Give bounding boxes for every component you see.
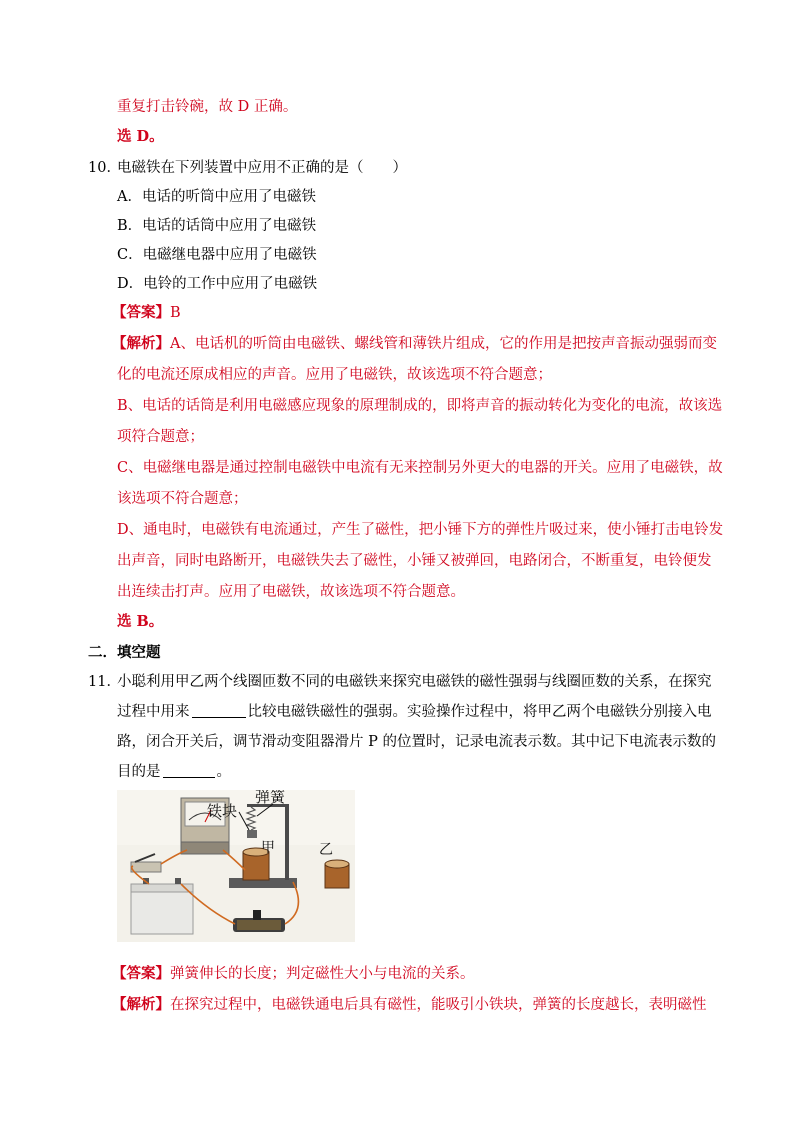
prev-analysis-tail: 重复打击铃碗，故 D 正确。	[117, 99, 298, 115]
label-yi: 乙	[319, 842, 333, 858]
q11-line-4-b: 。	[216, 764, 231, 780]
q10-analysis-line-1	[112, 334, 717, 354]
iron-block-icon	[247, 830, 257, 838]
q11-line-3: 路，闭合开关后，调节滑动变阻器滑片 P 的位置时，记录电流表示数。其中记下电流表示数的	[117, 734, 716, 750]
q11-analysis	[112, 995, 707, 1015]
q10-analysis-line-7: D、通电时，电磁铁有电流通过，产生了磁性，把小锤下方的弹性片吸过来，使小锤打击电铃发	[117, 522, 724, 538]
q11-number: 11．	[88, 674, 121, 690]
q10-stem: 电磁铁在下列装置中应用不正确的是（ ）	[117, 160, 407, 176]
q11-line-2	[117, 702, 712, 722]
q10-analysis-line-2: 化的电流还原成相应的声音。应用了电磁铁，故该选项不符合题意；	[117, 367, 552, 383]
q11-analysis-text: 在探究过程中，电磁铁通电后具有磁性，能吸引小铁块，弹簧的长度越长，表明磁性	[170, 997, 707, 1013]
label-iron: 铁块	[207, 802, 238, 820]
q11-analysis-tag: 【解析】	[112, 996, 170, 1013]
q10-analysis-tag: 【解析】	[112, 335, 170, 352]
q11-blank-1[interactable]	[192, 703, 246, 718]
q11-answer-value: 弹簧伸长的长度；判定磁性大小与电流的关系。	[170, 966, 475, 982]
q11-line-4-a: 目的是	[117, 764, 161, 780]
label-spring: 弹簧	[255, 790, 286, 806]
q10-analysis-line-6: 该选项不符合题意；	[117, 491, 248, 507]
q10-analysis-line-5: C、电磁继电器是通过控制电磁铁中电流有无来控制另外更大的电器的开关。应用了电磁铁，故	[117, 460, 723, 476]
q11-line-4	[117, 762, 231, 782]
q10-analysis-line-8: 出声音，同时电路断开，电磁铁失去了磁性，小锤又被弹回，电路闭合，不断重复，电铃便发	[117, 553, 712, 569]
q10-analysis-line-9: 出连续击打声。应用了电磁铁，故该选项不符合题意。	[117, 584, 465, 600]
q11-line-2-b: 比较电磁铁磁性的强弱。实验操作过程中，将甲乙两个电磁铁分别接入电	[247, 704, 712, 720]
section-title: 二．填空题	[88, 644, 161, 661]
q11-answer	[112, 964, 475, 984]
q10-choose-text: 选 B。	[117, 613, 164, 630]
q11-line-2-a: 过程中用来	[117, 704, 190, 720]
q10-analysis-line-4: 项符合题意；	[117, 429, 204, 445]
q10-option-c: C．电磁继电器中应用了电磁铁	[117, 247, 317, 263]
q10-analysis-text-1: A、电话机的听筒由电磁铁、螺线管和薄铁片组成，它的作用是把按声音振动强弱而变	[170, 336, 717, 352]
q10-choose	[117, 612, 163, 632]
experiment-figure	[117, 790, 355, 942]
prev-choose-text: 选 D。	[117, 128, 164, 145]
q11-line-1: 小聪利用甲乙两个线圈匝数不同的电磁铁来探究电磁铁的磁性强弱与线圈匝数的关系，在探究	[117, 674, 712, 690]
prev-choose	[117, 127, 164, 147]
q11-answer-tag: 【答案】	[112, 965, 170, 982]
experiment-diagram	[117, 790, 355, 942]
coil-yi-icon	[325, 860, 349, 888]
q10-option-b: B．电话的话筒中应用了电磁铁	[117, 218, 317, 234]
q11-blank-2[interactable]	[163, 763, 215, 778]
q10-answer	[112, 303, 181, 323]
q10-option-a: A．电话的听筒中应用了电磁铁	[117, 189, 316, 205]
label-jia: 甲	[261, 840, 275, 856]
q10-option-d: D．电铃的工作中应用了电磁铁	[117, 276, 318, 292]
q10-number: 10．	[88, 160, 121, 176]
q10-answer-tag: 【答案】	[112, 304, 170, 321]
q10-answer-value: B	[170, 305, 181, 321]
q10-analysis-line-3: B、电话的话筒是利用电磁感应现象的原理制成的，即将声音的振动转化为变化的电流，故该选	[117, 398, 723, 414]
